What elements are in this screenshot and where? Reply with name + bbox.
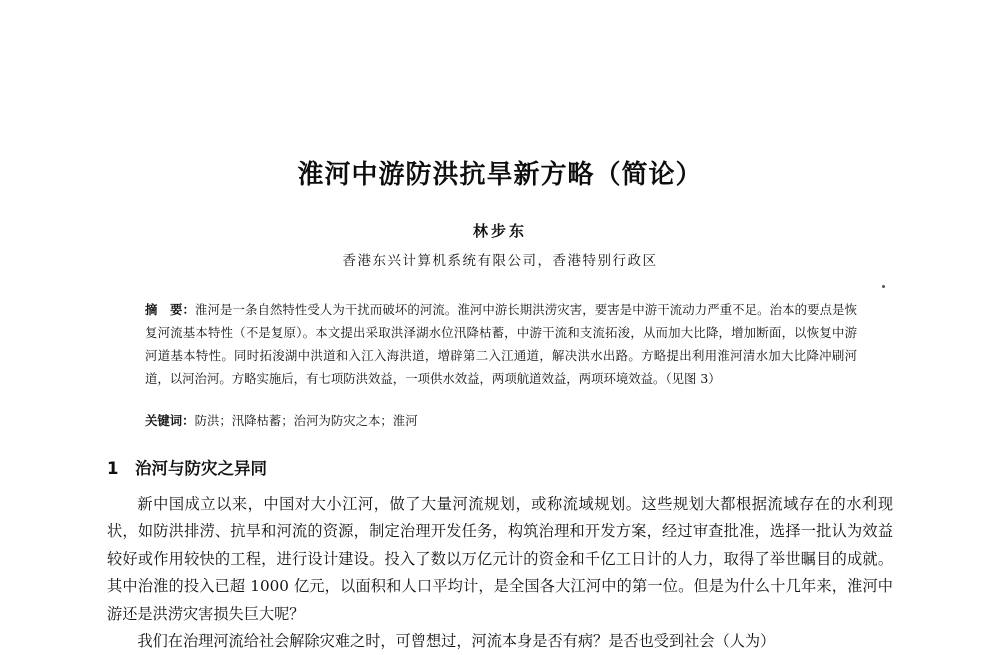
section-number: 1 [107,459,119,478]
author-affiliation: 香港东兴计算机系统有限公司，香港特别行政区 [342,253,658,269]
paper-title: 淮河中游防洪抗旱新方略（简论） [297,160,703,190]
section-heading [107,455,267,479]
section-title: 治河与防灾之异同 [135,459,267,478]
abstract-label: 摘 要： [145,302,195,317]
keywords [145,409,857,432]
keywords-text: 防洪；汛降枯蓄；治河为防灾之本；淮河 [194,413,418,428]
paragraph: 我们在治理河流给社会解除灾难之时，可曾想过，河流本身是否有病？是否也受到社会（人为） [137,632,776,651]
abstract [145,298,857,390]
keywords-label: 关键词： [145,413,195,428]
paragraph: 新中国成立以来，中国对大小江河，做了大量河流规划，或称流域规划。这些规划大都根据流域存在的水利现状，如防洪排涝、抗旱和河流的资源，制定治理开发任务，构筑治理和开发方案，经过审查批准，选择一批认为效益较好或作用较快的工程，进行设计建设。投入了数以万亿元计的资金和千亿工日计的人力，取得了举世瞩目的成就。其中治淮的投入已超 1000 亿元，以面积和人口平均计，是全国各大江河中的第一位。但是为什么十几年来，淮河中游还是洪涝灾害损失巨大呢？ [107,495,893,623]
scan-speck [882,285,885,288]
abstract-text: 淮河是一条自然特性受人为干扰而破坏的河流。淮河中游长期洪涝灾害，要害是中游干流动力严重不足。治本的要点是恢复河流基本特性（不是复原）。本文提出采取洪泽湖水位汛降枯蓄，中游干流和支流拓浚，从而加大比降，增加断面，以恢复中游河道基本特性。同时拓浚湖中洪道和入江入海洪道，增辟第二入江通道，解决洪水出路。方略提出利用淮河清水加大比降冲刷河道，以河治河。方略实施后，有七项防洪效益，一项供水效益，两项航道效益，两项环境效益。（见图 3） [145,302,858,386]
author-name: 林步东 [472,222,527,240]
body-text [107,491,893,655]
